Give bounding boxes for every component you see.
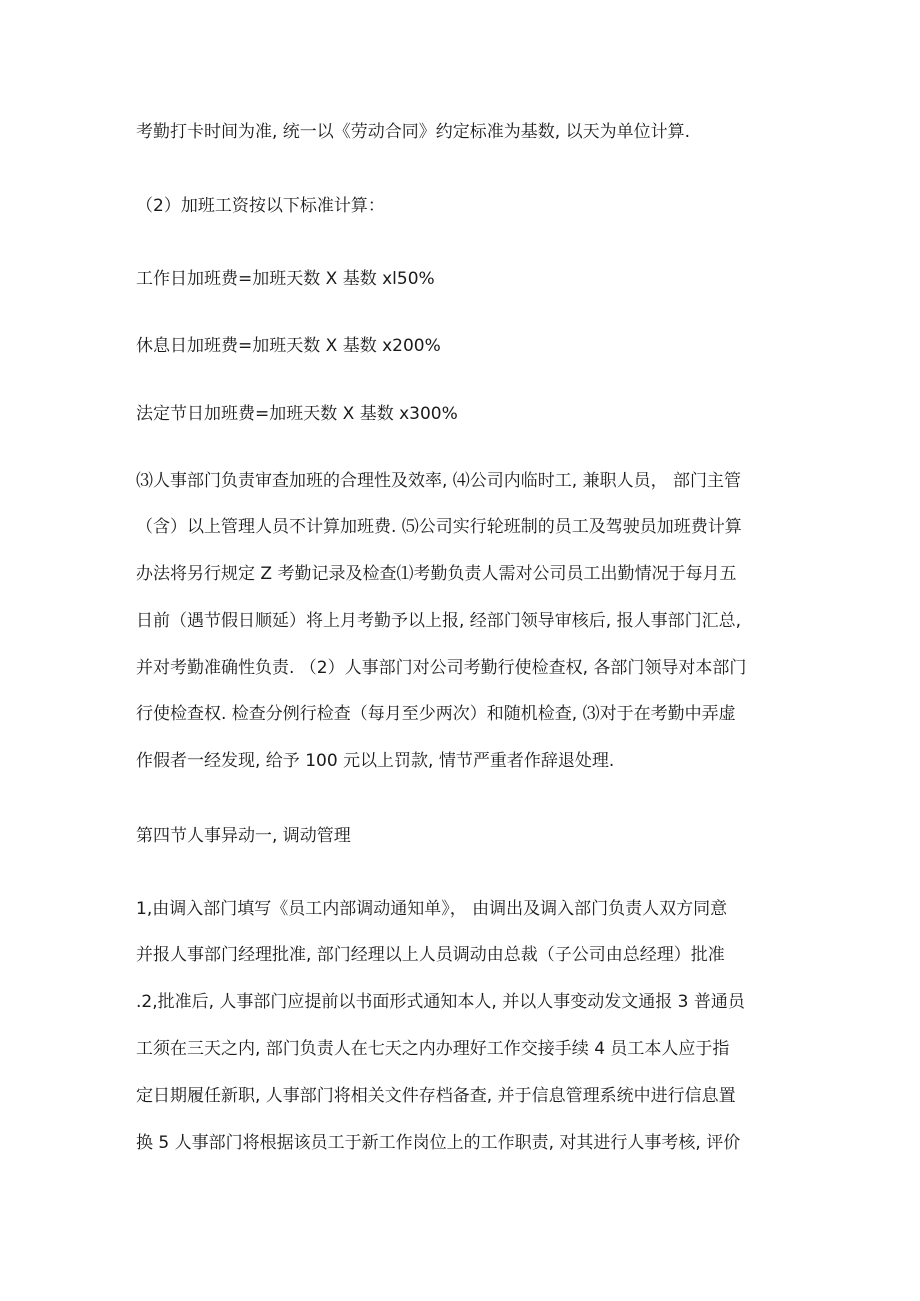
text-line: （含）以上管理人员不计算加班费. ⑸公司实行轮班制的员工及驾驶员加班费计算 [136,517,742,537]
text-line: 法定节日加班费=加班天数 X 基数 x300% [136,404,458,424]
section-heading: 第四节人事异动一, 调动管理 [136,826,351,846]
text-line: 行使检查权. 检查分例行检查（每月至少两次）和随机检查, ⑶对于在考勤中弄虚 [136,704,736,724]
text-line: 考勤打卡时间为准, 统一以《劳动合同》约定标准为基数, 以天为单位计算. [136,122,691,142]
text-line: ⑶人事部门负责审查加班的合理性及效率, ⑷公司内临时工, 兼职人员， 部门主管 [136,471,742,491]
text-line: 日前（遇节假日顺延）将上月考勤予以上报, 经部门领导审核后, 报人事部门汇总, [136,611,742,631]
text-line: 办法将另行规定 Z 考勤记录及检查⑴考勤负责人需对公司员工出勤情况于每月五 [136,564,737,584]
text-line: 换 5 人事部门将根据该员工于新工作岗位上的工作职责, 对其进行人事考核, 评价 [136,1133,741,1153]
text-line: 并报人事部门经理批准, 部门经理以上人员调动由总裁（子公司由总经理）批准 [136,945,725,965]
text-line: 工须在三天之内, 部门负责人在七天之内办理好工作交接手续 4 员工本人应于指 [136,1039,730,1059]
text-line: （2）加班工资按以下标准计算： [136,196,385,216]
text-line: 休息日加班费=加班天数 X 基数 x200% [136,336,441,356]
text-line: 并对考勤准确性负责. （2）人事部门对公司考勤行使检查权, 各部门领导对本部门 [136,658,747,678]
text-line: 1,由调入部门填写《员工内部调动通知单》， 由调出及调入部门负责人双方同意 [136,899,728,919]
text-line: 工作日加班费=加班天数 X 基数 xl50% [136,269,435,289]
text-line: 定日期履任新职, 人事部门将相关文件存档备查, 并于信息管理系统中进行信息置 [136,1086,736,1106]
text-line: .2,批准后, 人事部门应提前以书面形式通知本人, 并以人事变动发文通报 3 普通员 [136,992,745,1012]
text-line: 作假者一经发现, 给予 100 元以上罚款, 情节严重者作辞退处理. [136,751,615,771]
